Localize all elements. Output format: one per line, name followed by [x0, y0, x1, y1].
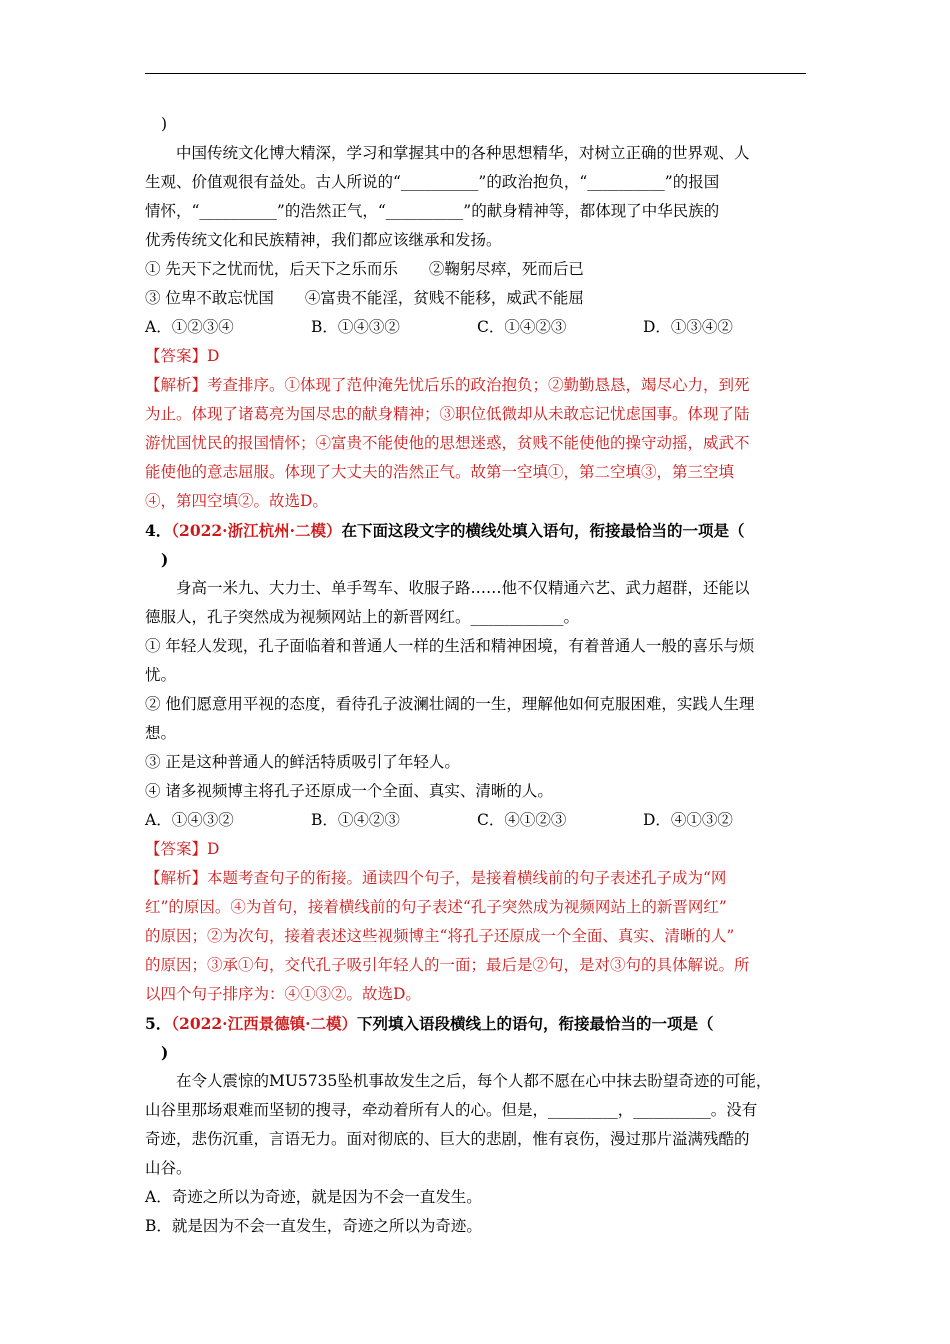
q4-source: （2022·浙江杭州·二模）: [171, 521, 342, 540]
q4-closing-paren: ): [161, 550, 169, 569]
q4-item: ① 年轻人发现，孔子面临着和普通人一样的生活和精神困境，有着普通人一般的喜乐与烦: [145, 637, 755, 655]
q3-item: ③ 位卑不敢忘忧国 ④富贵不能淫，贫贱不能移，威武不能屈: [145, 289, 584, 307]
q3-analysis-line: 能使他的意志屈服。体现了大丈夫的浩然正气。故第一空填①，第二空填③，第三空填: [145, 463, 735, 481]
answer-value: D: [207, 840, 220, 858]
q4-analysis-line: 的原因；②为次句，接着表述这些视频博主“将孔子还原成一个全面、真实、清晰的人”: [145, 927, 735, 945]
q5-stem: 下列填入语段横线上的语句，衔接最恰当的一项是（: [356, 1014, 714, 1033]
q4-option-a: A．①④③②: [145, 811, 234, 829]
document-page: [145, 110, 806, 1241]
answer-label: 【答案】: [145, 840, 208, 858]
header-rule: [145, 73, 806, 74]
q4-passage-line: 身高一米九、大力士、单手驾车、收服子路……他不仅精通六艺、武力超群，还能以: [176, 579, 750, 597]
q5-source: （2022·江西景德镇·二模）: [171, 1014, 357, 1033]
q3-answer: [145, 342, 806, 371]
q4-analysis-line: 以四个句子排序为：④①③②。故选D。: [145, 985, 421, 1003]
q3-analysis-line: ④，第四空填②。故选D。: [145, 492, 328, 510]
q4-number: 4．: [145, 521, 172, 540]
q4-answer: [145, 835, 806, 864]
q3-options: [145, 313, 806, 342]
q4-item: 想。: [145, 724, 177, 742]
q3-analysis-line: 游忧国忧民的报国情怀；④富贵不能使他的思想迷惑，贫贱不能使他的操守动摇，威武不: [145, 434, 750, 452]
q4-options: [145, 806, 806, 835]
q4-option-d: D．④①③②: [643, 811, 733, 829]
answer-value: D: [207, 347, 220, 365]
q3-option-b: B．①④③②: [311, 318, 400, 336]
q3-analysis-line: 【解析】考查排序。①体现了范仲淹先忧后乐的政治抱负；②勤勤恳恳，竭尽心力，到死: [145, 376, 750, 394]
q4-analysis-line: 的原因；③承①句，交代孔子吸引年轻人的一面；最后是②句，是对③句的具体解说。所: [145, 956, 750, 974]
q5-closing-paren: ): [161, 1043, 169, 1062]
q4-item: ④ 诸多视频博主将孔子还原成一个全面、真实、清晰的人。: [145, 782, 553, 800]
q3-option-d: D．①③④②: [643, 318, 733, 336]
q5-heading: [145, 1009, 806, 1038]
q5-option-b: B．就是因为不会一直发生，奇迹之所以为奇迹。: [145, 1217, 482, 1235]
q4-passage-line: 德服人，孔子突然成为视频网站上的新晋网红。____________。: [145, 608, 580, 626]
q5-option-a: A．奇迹之所以为奇迹，就是因为不会一直发生。: [145, 1188, 482, 1206]
q4-item: 忧。: [145, 666, 177, 684]
q3-passage-line: 优秀传统文化和民族精神，我们都应该继承和发扬。: [145, 231, 502, 249]
answer-label: 【答案】: [145, 347, 208, 365]
q3-analysis-line: 为止。体现了诸葛亮为国尽忠的献身精神；③职位低微却从未敢忘记忧虑国事。体现了陆: [145, 405, 750, 423]
q4-analysis-line: 红”的原因。④为首句，接着横线前的句子表述“孔子突然成为视频网站上的新晋网红”: [145, 898, 727, 916]
q4-item: ② 他们愿意用平视的态度，看待孔子波澜壮阔的一生，理解他如何克服困难，实践人生理: [145, 695, 755, 713]
q4-heading: [145, 516, 806, 545]
q3-passage-line: 生观、价值观很有益处。古人所说的“__________”的政治抱负，“__________”的报国: [145, 173, 720, 191]
q4-option-c: C．④①②③: [477, 811, 567, 829]
q5-passage-line: 在令人震惊的MU5735坠机事故发生之后，每个人都不愿在心中抹去盼望奇迹的可能，: [176, 1072, 772, 1090]
q3-option-c: C．①④②③: [477, 318, 567, 336]
q4-analysis-line: 【解析】本题考查句子的衔接。通读四个句子，是接着横线前的句子表述孔子成为“网: [145, 869, 727, 887]
q3-passage-line: 中国传统文化博大精深，学习和掌握其中的各种思想精华，对树立正确的世界观、人: [176, 144, 750, 162]
q4-option-b: B．①④②③: [311, 811, 400, 829]
q5-number: 5．: [145, 1014, 172, 1033]
q5-passage-line: 山谷里那场艰难而坚韧的搜寻，牵动着所有人的心。但是，_________，__________。没有: [145, 1101, 758, 1119]
q3-passage-line: 情怀，“__________”的浩然正气，“__________”的献身精神等，都体现了中华民族的: [145, 202, 720, 220]
q4-stem: 在下面这段文字的横线处填入语句，衔接最恰当的一项是（: [341, 521, 745, 540]
q3-option-a: A．①②③④: [145, 318, 234, 336]
q3-item: ① 先天下之忧而忧，后天下之乐而乐 ②鞠躬尽瘁，死而后已: [145, 260, 584, 278]
q4-item: ③ 正是这种普通人的鲜活特质吸引了年轻人。: [145, 753, 460, 771]
q3-closing-paren: ): [161, 115, 168, 133]
q5-passage-line: 山谷。: [145, 1159, 192, 1177]
q5-passage-line: 奇迹，悲伤沉重，言语无力。面对彻底的、巨大的悲剧，惟有哀伤，漫过那片溢满残酷的: [145, 1130, 750, 1148]
